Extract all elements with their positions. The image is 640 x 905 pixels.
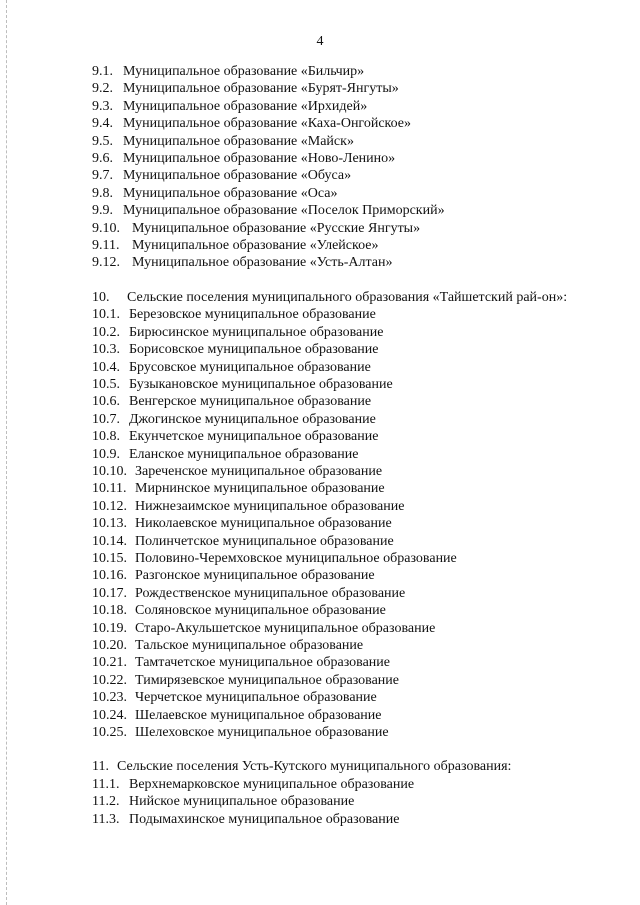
list-item <box>92 237 592 254</box>
item-number: 10.4. <box>92 359 120 375</box>
item-text: Тимирязевское муниципальное образование <box>135 672 399 688</box>
item-number: 10.25. <box>92 725 127 741</box>
item-text: Муниципальное образование «Ново-Ленино» <box>123 151 396 167</box>
item-number: 11.2. <box>92 794 120 810</box>
item-number: 9.2. <box>92 81 113 97</box>
list-item <box>92 515 592 532</box>
item-text: Муниципальное образование «Улейское» <box>132 238 379 254</box>
list-item <box>92 480 592 497</box>
section-10-heading <box>92 289 592 306</box>
list-item <box>92 654 592 671</box>
item-number: 10.19. <box>92 620 127 636</box>
item-number: 10.18. <box>92 603 127 619</box>
section-10 <box>92 289 592 742</box>
item-text: Бузыкановское муниципальное образование <box>129 376 393 392</box>
list-item <box>92 324 592 341</box>
list-item <box>92 707 592 724</box>
list-item <box>92 98 592 115</box>
item-text: Мирнинское муниципальное образование <box>135 481 385 497</box>
item-text: Шелеховское муниципальное образование <box>135 725 389 741</box>
list-item <box>92 150 592 167</box>
list-item <box>92 202 592 219</box>
item-text: Рождественское муниципальное образование <box>135 585 406 601</box>
item-text: Брусовское муниципальное образование <box>129 359 371 375</box>
item-number: 10.6. <box>92 394 120 410</box>
section-9-list <box>92 63 592 272</box>
item-number: 10.8. <box>92 429 120 445</box>
list-item <box>92 793 592 810</box>
item-number: 10.14. <box>92 533 127 549</box>
list-item <box>92 811 592 828</box>
list-item <box>92 220 592 237</box>
item-number: 9.8. <box>92 185 113 201</box>
item-text: Муниципальное образование «Оса» <box>123 185 338 201</box>
item-text: Муниципальное образование «Усть-Алтан» <box>132 255 393 271</box>
item-number: 10.23. <box>92 690 127 706</box>
list-item <box>92 446 592 463</box>
list-item <box>92 167 592 184</box>
item-number: 9.10. <box>92 220 120 236</box>
item-number: 10.22. <box>92 672 127 688</box>
section-number: 11. <box>92 759 109 775</box>
item-number: 10.7. <box>92 411 120 427</box>
section-heading-text: Сельские поселения муниципального образования «Тайшетский рай-он»: <box>127 289 568 305</box>
item-text: Верхнемарковское муниципальное образование <box>129 776 415 792</box>
item-number: 9.4. <box>92 116 113 132</box>
item-number: 10.16. <box>92 568 127 584</box>
list-item <box>92 376 592 393</box>
list-item <box>92 428 592 445</box>
list-item <box>92 63 592 80</box>
list-item <box>92 80 592 97</box>
list-item <box>92 533 592 550</box>
item-text: Соляновское муниципальное образование <box>135 603 386 619</box>
item-number: 9.7. <box>92 168 113 184</box>
item-number: 10.2. <box>92 324 120 340</box>
scan-edge-line <box>6 0 7 905</box>
list-item <box>92 498 592 515</box>
item-number: 10.11. <box>92 481 127 497</box>
list-item <box>92 411 592 428</box>
section-spacer <box>92 272 592 289</box>
item-text: Березовское муниципальное образование <box>129 307 376 323</box>
item-text: Полинчетское муниципальное образование <box>135 533 394 549</box>
item-text: Шелаевское муниципальное образование <box>135 707 382 723</box>
item-text: Николаевское муниципальное образование <box>135 516 392 532</box>
item-number: 10.20. <box>92 638 127 653</box>
section-heading-text: Сельские поселения Усть-Кутского муниципального образования: <box>117 759 512 775</box>
item-text: Половино-Черемховское муниципальное образование <box>135 550 457 566</box>
item-number: 11.1. <box>92 776 120 792</box>
list-item <box>92 672 592 689</box>
item-number: 10.17. <box>92 585 127 601</box>
item-number: 9.12. <box>92 255 120 271</box>
list-item <box>92 341 592 358</box>
item-text: Муниципальное образование «Русские Янгуты» <box>132 220 421 236</box>
item-text: Нийское муниципальное образование <box>129 794 355 810</box>
item-text: Муниципальное образование «Бурят-Янгуты» <box>123 81 399 97</box>
item-number: 9.3. <box>92 98 113 114</box>
item-text: Подымахинское муниципальное образование <box>129 811 400 827</box>
list-item <box>92 185 592 202</box>
list-item <box>92 393 592 410</box>
item-number: 10.9. <box>92 446 120 462</box>
document-body <box>92 63 592 828</box>
list-item <box>92 620 592 637</box>
list-item <box>92 724 592 741</box>
list-item <box>92 689 592 706</box>
item-text: Муниципальное образование «Обуса» <box>123 168 352 184</box>
list-item <box>92 306 592 323</box>
item-number: 9.1. <box>92 64 113 79</box>
item-text: Еланское муниципальное образование <box>129 446 359 462</box>
list-item <box>92 567 592 584</box>
item-text: Черчетское муниципальное образование <box>135 690 377 706</box>
item-text: Тамтачетское муниципальное образование <box>135 655 390 671</box>
item-number: 10.24. <box>92 707 127 723</box>
item-text: Муниципальное образование «Каха-Онгойское» <box>123 116 412 132</box>
item-text: Борисовское муниципальное образование <box>129 342 379 358</box>
item-text: Зареченское муниципальное образование <box>135 463 383 479</box>
item-number: 9.9. <box>92 203 113 219</box>
item-text: Тальское муниципальное образование <box>135 638 364 653</box>
item-number: 10.3. <box>92 342 120 358</box>
item-text: Венгерское муниципальное образование <box>129 394 372 410</box>
item-text: Джогинское муниципальное образование <box>129 411 376 427</box>
item-text: Муниципальное образование «Майск» <box>123 133 354 149</box>
list-item <box>92 115 592 132</box>
item-text: Муниципальное образование «Поселок Приморский» <box>123 203 445 219</box>
item-number: 10.21. <box>92 655 127 671</box>
item-number: 10.10. <box>92 463 127 479</box>
list-item <box>92 585 592 602</box>
section-11-heading <box>92 758 592 775</box>
list-item <box>92 254 592 271</box>
item-text: Бирюсинское муниципальное образование <box>129 324 384 340</box>
list-item <box>92 637 592 654</box>
item-number: 10.12. <box>92 498 127 514</box>
item-text: Муниципальное образование «Ирхидей» <box>123 98 368 114</box>
list-item <box>92 550 592 567</box>
item-number: 9.11. <box>92 238 120 254</box>
list-item <box>92 133 592 150</box>
item-number: 10.1. <box>92 307 120 323</box>
item-text: Муниципальное образование «Бильчир» <box>123 64 365 79</box>
item-number: 10.5. <box>92 376 120 392</box>
item-text: Екунчетское муниципальное образование <box>129 429 379 445</box>
item-number: 10.13. <box>92 516 127 532</box>
list-item <box>92 359 592 376</box>
item-text: Старо-Акульшетское муниципальное образование <box>135 620 436 636</box>
section-11 <box>92 758 592 828</box>
list-item <box>92 463 592 480</box>
item-number: 9.6. <box>92 151 113 167</box>
item-text: Нижнезаимское муниципальное образование <box>135 498 405 514</box>
item-number: 10.15. <box>92 550 127 566</box>
item-number: 9.5. <box>92 133 113 149</box>
page-number: 4 <box>316 34 324 49</box>
section-spacer <box>92 741 592 758</box>
list-item <box>92 602 592 619</box>
section-number: 10. <box>92 289 110 305</box>
item-number: 11.3. <box>92 811 120 827</box>
item-text: Разгонское муниципальное образование <box>135 568 375 584</box>
list-item <box>92 776 592 793</box>
